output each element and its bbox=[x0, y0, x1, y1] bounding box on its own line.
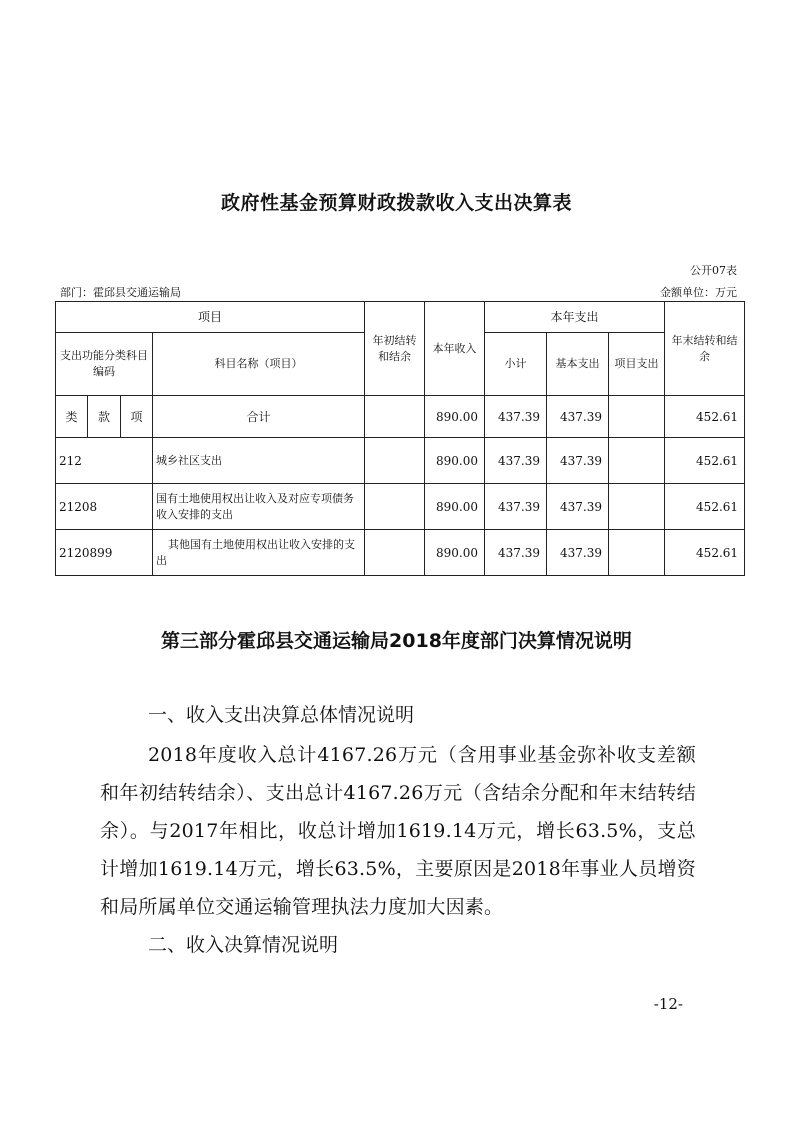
row-carryover-end: 452.61 bbox=[665, 530, 745, 576]
total-income: 890.00 bbox=[425, 396, 485, 438]
header-expense: 本年支出 bbox=[485, 302, 665, 333]
budget-table bbox=[55, 301, 745, 576]
table-row bbox=[56, 530, 745, 576]
row-name: 其他国有土地使用权出让收入安排的支出 bbox=[153, 530, 365, 576]
row-basic: 437.39 bbox=[547, 530, 609, 576]
department-label: 部门：霍邱县交通运输局 bbox=[60, 286, 181, 299]
heading-income-details: 二、收入决算情况说明 bbox=[148, 934, 339, 956]
row-code: 2120899 bbox=[56, 530, 153, 576]
header-func-code: 支出功能分类科目编码 bbox=[56, 333, 153, 396]
total-carryover-begin bbox=[365, 396, 425, 438]
row-income: 890.00 bbox=[425, 438, 485, 484]
unit-label: 金额单位：万元 bbox=[660, 286, 737, 299]
row-carryover-begin bbox=[365, 438, 425, 484]
row-carryover-begin bbox=[365, 484, 425, 530]
row-name: 城乡社区支出 bbox=[153, 438, 365, 484]
header-carryover-end: 年末结转和结余 bbox=[665, 302, 745, 396]
header-project: 项目 bbox=[56, 302, 365, 333]
row-project bbox=[609, 438, 665, 484]
header-basic-expense: 基本支出 bbox=[547, 333, 609, 396]
header-section: 款 bbox=[88, 396, 121, 438]
header-income: 本年收入 bbox=[425, 302, 485, 396]
header-class: 类 bbox=[56, 396, 88, 438]
row-carryover-end: 452.61 bbox=[665, 438, 745, 484]
row-basic: 437.39 bbox=[547, 484, 609, 530]
row-income: 890.00 bbox=[425, 484, 485, 530]
header-subject-name: 科目名称（项目） bbox=[153, 333, 365, 396]
header-row-1 bbox=[56, 302, 745, 333]
row-income: 890.00 bbox=[425, 530, 485, 576]
header-item: 项 bbox=[121, 396, 153, 438]
row-code: 212 bbox=[56, 438, 153, 484]
row-code: 21208 bbox=[56, 484, 153, 530]
table-row bbox=[56, 484, 745, 530]
table-row bbox=[56, 438, 745, 484]
total-label: 合计 bbox=[153, 396, 365, 438]
section-title: 第三部分霍邱县交通运输局2018年度部门决算情况说明 bbox=[161, 630, 632, 652]
total-carryover-end: 452.61 bbox=[665, 396, 745, 438]
row-carryover-end: 452.61 bbox=[665, 484, 745, 530]
row-project bbox=[609, 484, 665, 530]
page-number: -12- bbox=[653, 995, 683, 1013]
header-carryover-begin: 年初结转和结余 bbox=[365, 302, 425, 396]
row-basic: 437.39 bbox=[547, 438, 609, 484]
total-project bbox=[609, 396, 665, 438]
paragraph-overview: 2018年度收入总计4167.26万元（含用事业基金弥补收支差额和年初结转结余）、支出总计4167.26万元（含结余分配和年末结转结余）。与2017年相比，收总计增加1619.14万元，增长63.5%，支总计增加1619.14万元，增长63.5%，主要原因是2018年事业人员增资和局所属单位交通运输管理执法力度加大因素。 bbox=[100, 744, 696, 918]
total-subtotal: 437.39 bbox=[485, 396, 547, 438]
row-name: 国有土地使用权出让收入及对应专项债务收入安排的支出 bbox=[153, 484, 365, 530]
row-carryover-begin bbox=[365, 530, 425, 576]
header-subtotal: 小计 bbox=[485, 333, 547, 396]
header-project-expense: 项目支出 bbox=[609, 333, 665, 396]
total-basic: 437.39 bbox=[547, 396, 609, 438]
total-row bbox=[56, 396, 745, 438]
row-subtotal: 437.39 bbox=[485, 484, 547, 530]
row-subtotal: 437.39 bbox=[485, 530, 547, 576]
row-project bbox=[609, 530, 665, 576]
form-number: 公开07表 bbox=[690, 264, 737, 277]
table-title: 政府性基金预算财政拨款收入支出决算表 bbox=[220, 192, 572, 214]
row-subtotal: 437.39 bbox=[485, 438, 547, 484]
heading-income-expense-overview: 一、收入支出决算总体情况说明 bbox=[148, 704, 415, 726]
